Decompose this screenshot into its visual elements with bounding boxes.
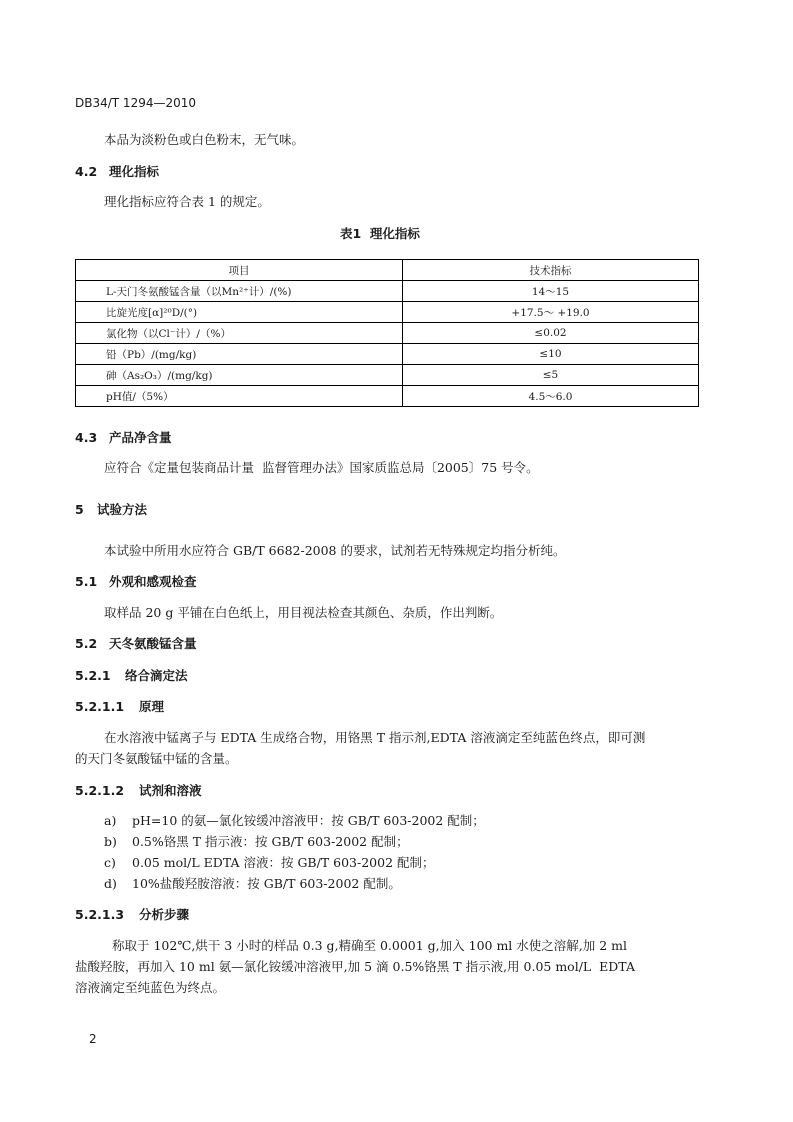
table-row xyxy=(76,323,699,344)
section-5-2-1-heading xyxy=(75,666,188,684)
list-text: 0.05 mol/L EDTA 溶液：按 GB/T 603-2002 配制； xyxy=(132,855,435,870)
section-5-1-text: 取样品 20 g 平铺在白色纸上，用目视法检查其颜色、杂质，作出判断。 xyxy=(104,605,503,620)
section-title: 产品净含量 xyxy=(109,430,172,445)
section-number: 5 xyxy=(75,502,84,517)
table-row xyxy=(76,386,699,407)
row-value: ≤10 xyxy=(403,344,699,365)
section-number: 5.2.1 xyxy=(75,668,111,683)
list-marker: c) xyxy=(104,855,116,870)
row-value: ≤5 xyxy=(403,365,699,386)
row-item: 比旋光度[α]²⁰D/(°) xyxy=(76,302,403,323)
table-row xyxy=(76,344,699,365)
table-row xyxy=(76,302,699,323)
section-number: 5.2 xyxy=(75,636,98,651)
header-spec: 技术指标 xyxy=(403,260,699,281)
row-item: 铅（Pb）/(mg/kg) xyxy=(76,344,403,365)
section-5-2-1-1-heading xyxy=(75,697,164,715)
section-number: 4.3 xyxy=(75,430,98,445)
section-title: 试验方法 xyxy=(97,502,148,517)
section-title: 外观和感观检查 xyxy=(109,574,197,589)
section-4-3-heading xyxy=(75,428,172,446)
list-marker: d) xyxy=(104,876,117,891)
row-item: pH值/（5%） xyxy=(76,386,403,407)
list-text: pH=10 的氨—氯化铵缓冲溶液甲：按 GB/T 603-2002 配制； xyxy=(132,813,485,828)
table-header-row xyxy=(76,260,699,281)
table-row xyxy=(76,281,699,302)
section-5-heading xyxy=(75,500,147,518)
section-5-1-heading xyxy=(75,572,197,590)
section-number: 5.2.1.2 xyxy=(75,783,125,798)
section-5-text: 本试验中所用水应符合 GB/T 6682-2008 的要求，试剂若无特殊规定均指分析纯。 xyxy=(104,543,566,558)
intro-paragraph: 本品为淡粉色或白色粉末，无气味。 xyxy=(104,132,305,147)
row-item: 氯化物（以Cl⁻计）/（%） xyxy=(76,323,403,344)
list-item xyxy=(104,811,485,829)
section-title: 理化指标 xyxy=(109,164,160,179)
list-item xyxy=(104,853,435,871)
section-4-2-text: 理化指标应符合表 1 的规定。 xyxy=(104,194,270,209)
section-title: 天冬氨酸锰含量 xyxy=(109,636,197,651)
section-5-2-1-2-heading xyxy=(75,781,202,799)
physicochemical-table xyxy=(75,259,699,407)
section-title: 络合滴定法 xyxy=(125,668,188,683)
header-item: 项目 xyxy=(76,260,403,281)
procedure-line-3: 溶液滴定至纯蓝色为终点。 xyxy=(75,980,226,995)
section-5-2-heading xyxy=(75,634,197,652)
list-marker: a) xyxy=(104,813,117,828)
section-title: 试剂和溶液 xyxy=(139,783,202,798)
principle-line-2: 的天门冬氨酸锰中锰的含量。 xyxy=(75,751,238,766)
section-title: 原理 xyxy=(139,699,165,714)
section-4-3-text: 应符合《定量包装商品计量 监督管理办法》国家质监总局〔2005〕75 号令。 xyxy=(104,460,539,475)
list-text: 10%盐酸羟胺溶液：按 GB/T 603-2002 配制。 xyxy=(132,876,401,891)
row-item: L-天门冬氨酸锰含量（以Mn²⁺计）/(%) xyxy=(76,281,403,302)
principle-line-1: 在水溶液中锰离子与 EDTA 生成络合物，用铬黑 T 指示剂,EDTA 溶液滴定至纯蓝色终点，即可测 xyxy=(104,730,646,745)
table-row xyxy=(76,365,699,386)
procedure-line-1: 称取于 102℃,烘干 3 小时的样品 0.3 g,精确至 0.0001 g,加入 100 ml 水使之溶解,加 2 ml xyxy=(112,938,628,953)
list-marker: b) xyxy=(104,834,117,849)
procedure-line-2: 盐酸羟胺，再加入 10 ml 氨—氯化铵缓冲溶液甲,加 5 滴 0.5%铬黑 T 指示液,用 0.05 mol/L EDTA xyxy=(75,959,635,974)
document-code: DB34/T 1294—2010 xyxy=(75,96,197,110)
section-number: 5.2.1.3 xyxy=(75,907,125,922)
row-value: +17.5～ +19.0 xyxy=(403,302,699,323)
section-4-2-heading xyxy=(75,162,159,180)
table-caption: 表1 理化指标 xyxy=(340,226,420,241)
row-item: 砷（As₂O₃）/(mg/kg) xyxy=(76,365,403,386)
section-5-2-1-3-heading xyxy=(75,905,189,923)
section-title: 分析步骤 xyxy=(139,907,190,922)
row-value: 4.5～6.0 xyxy=(403,386,699,407)
row-value: 14～15 xyxy=(403,281,699,302)
list-item xyxy=(104,874,401,892)
section-number: 5.2.1.1 xyxy=(75,699,125,714)
list-item xyxy=(104,832,409,850)
section-number: 4.2 xyxy=(75,164,98,179)
section-number: 5.1 xyxy=(75,574,98,589)
page-number: 2 xyxy=(89,1032,97,1046)
row-value: ≤0.02 xyxy=(403,323,699,344)
list-text: 0.5%铬黑 T 指示液：按 GB/T 603-2002 配制； xyxy=(132,834,409,849)
